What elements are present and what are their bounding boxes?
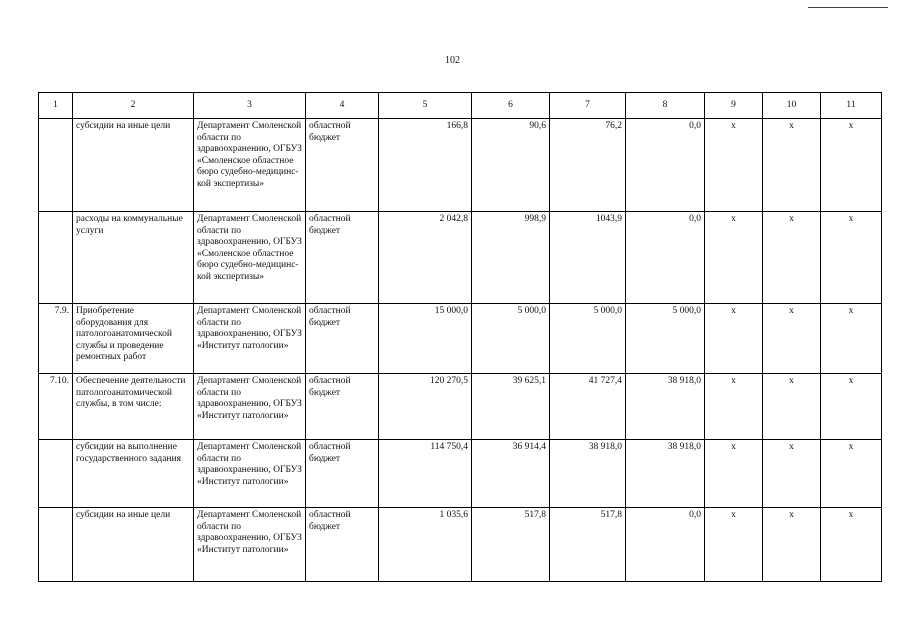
column-header: 7	[550, 93, 626, 119]
activity-name: Приобретение оборудования для патологоанатомической службы и проведение ремонтных работ	[73, 304, 194, 374]
activity-name: расходы на коммунальные услуги	[73, 212, 194, 304]
funding-source: областной бюджет	[306, 440, 379, 508]
value-cell: 5 000,0	[550, 304, 626, 374]
funding-source: областной бюджет	[306, 212, 379, 304]
indicator-cell: х	[763, 374, 821, 440]
executor: Департамент Смоленской области по здравоохранению, ОГБУЗ «Институт патологии»	[194, 508, 306, 582]
value-cell: 517,8	[472, 508, 550, 582]
activity-name: субсидии на иные цели	[73, 508, 194, 582]
value-cell: 5 000,0	[472, 304, 550, 374]
value-cell: 2 042,8	[379, 212, 472, 304]
value-cell: 998,9	[472, 212, 550, 304]
row-id	[39, 508, 73, 582]
value-cell: 1043,9	[550, 212, 626, 304]
table-row	[39, 374, 882, 440]
funding-source: областной бюджет	[306, 508, 379, 582]
funding-source: областной бюджет	[306, 374, 379, 440]
value-cell: 120 270,5	[379, 374, 472, 440]
row-id	[39, 212, 73, 304]
indicator-cell: х	[821, 119, 882, 212]
row-id: 7.9.	[39, 304, 73, 374]
indicator-cell: х	[705, 304, 763, 374]
executor: Департамент Смоленской области по здравоохранению, ОГБУЗ «Смоленское областное бюро судебно-медицинс-кой экспертизы»	[194, 119, 306, 212]
indicator-cell: х	[763, 212, 821, 304]
executor: Департамент Смоленской области по здравоохранению, ОГБУЗ «Институт патологии»	[194, 374, 306, 440]
column-header: 1	[39, 93, 73, 119]
indicator-cell: х	[821, 212, 882, 304]
row-id	[39, 119, 73, 212]
value-cell: 0,0	[626, 508, 705, 582]
value-cell: 5 000,0	[626, 304, 705, 374]
column-header: 9	[705, 93, 763, 119]
table-row	[39, 440, 882, 508]
column-header: 3	[194, 93, 306, 119]
column-header: 6	[472, 93, 550, 119]
column-header: 5	[379, 93, 472, 119]
indicator-cell: х	[705, 440, 763, 508]
indicator-cell: х	[705, 212, 763, 304]
value-cell: 0,0	[626, 119, 705, 212]
column-header: 11	[821, 93, 882, 119]
budget-table	[38, 92, 882, 582]
page-number: 102	[445, 55, 460, 66]
value-cell: 517,8	[550, 508, 626, 582]
value-cell: 38 918,0	[626, 440, 705, 508]
activity-name: субсидии на выполнение государственного задания	[73, 440, 194, 508]
top-rule	[808, 7, 888, 8]
value-cell: 15 000,0	[379, 304, 472, 374]
indicator-cell: х	[763, 440, 821, 508]
indicator-cell: х	[705, 508, 763, 582]
value-cell: 1 035,6	[379, 508, 472, 582]
indicator-cell: х	[821, 508, 882, 582]
table-row	[39, 508, 882, 582]
column-header: 10	[763, 93, 821, 119]
table-row	[39, 119, 882, 212]
row-id	[39, 440, 73, 508]
executor: Департамент Смоленской области по здравоохранению, ОГБУЗ «Смоленское областное бюро судебно-медицинс-кой экспертизы»	[194, 212, 306, 304]
table-row	[39, 304, 882, 374]
column-header: 8	[626, 93, 705, 119]
header-row	[39, 93, 882, 119]
indicator-cell: х	[705, 374, 763, 440]
value-cell: 39 625,1	[472, 374, 550, 440]
value-cell: 114 750,4	[379, 440, 472, 508]
indicator-cell: х	[705, 119, 763, 212]
indicator-cell: х	[821, 374, 882, 440]
indicator-cell: х	[763, 119, 821, 212]
row-id: 7.10.	[39, 374, 73, 440]
indicator-cell: х	[763, 304, 821, 374]
value-cell: 90,6	[472, 119, 550, 212]
column-header: 2	[73, 93, 194, 119]
funding-source: областной бюджет	[306, 304, 379, 374]
indicator-cell: х	[821, 440, 882, 508]
value-cell: 0,0	[626, 212, 705, 304]
value-cell: 36 914,4	[472, 440, 550, 508]
funding-source: областной бюджет	[306, 119, 379, 212]
activity-name: субсидии на иные цели	[73, 119, 194, 212]
value-cell: 38 918,0	[626, 374, 705, 440]
value-cell: 166,8	[379, 119, 472, 212]
value-cell: 41 727,4	[550, 374, 626, 440]
executor: Департамент Смоленской области по здравоохранению, ОГБУЗ «Институт патологии»	[194, 304, 306, 374]
value-cell: 38 918,0	[550, 440, 626, 508]
executor: Департамент Смоленской области по здравоохранению, ОГБУЗ «Институт патологии»	[194, 440, 306, 508]
indicator-cell: х	[763, 508, 821, 582]
table-row	[39, 212, 882, 304]
value-cell: 76,2	[550, 119, 626, 212]
column-header: 4	[306, 93, 379, 119]
indicator-cell: х	[821, 304, 882, 374]
activity-name: Обеспечение деятельности патологоанатомической службы, в том числе:	[73, 374, 194, 440]
